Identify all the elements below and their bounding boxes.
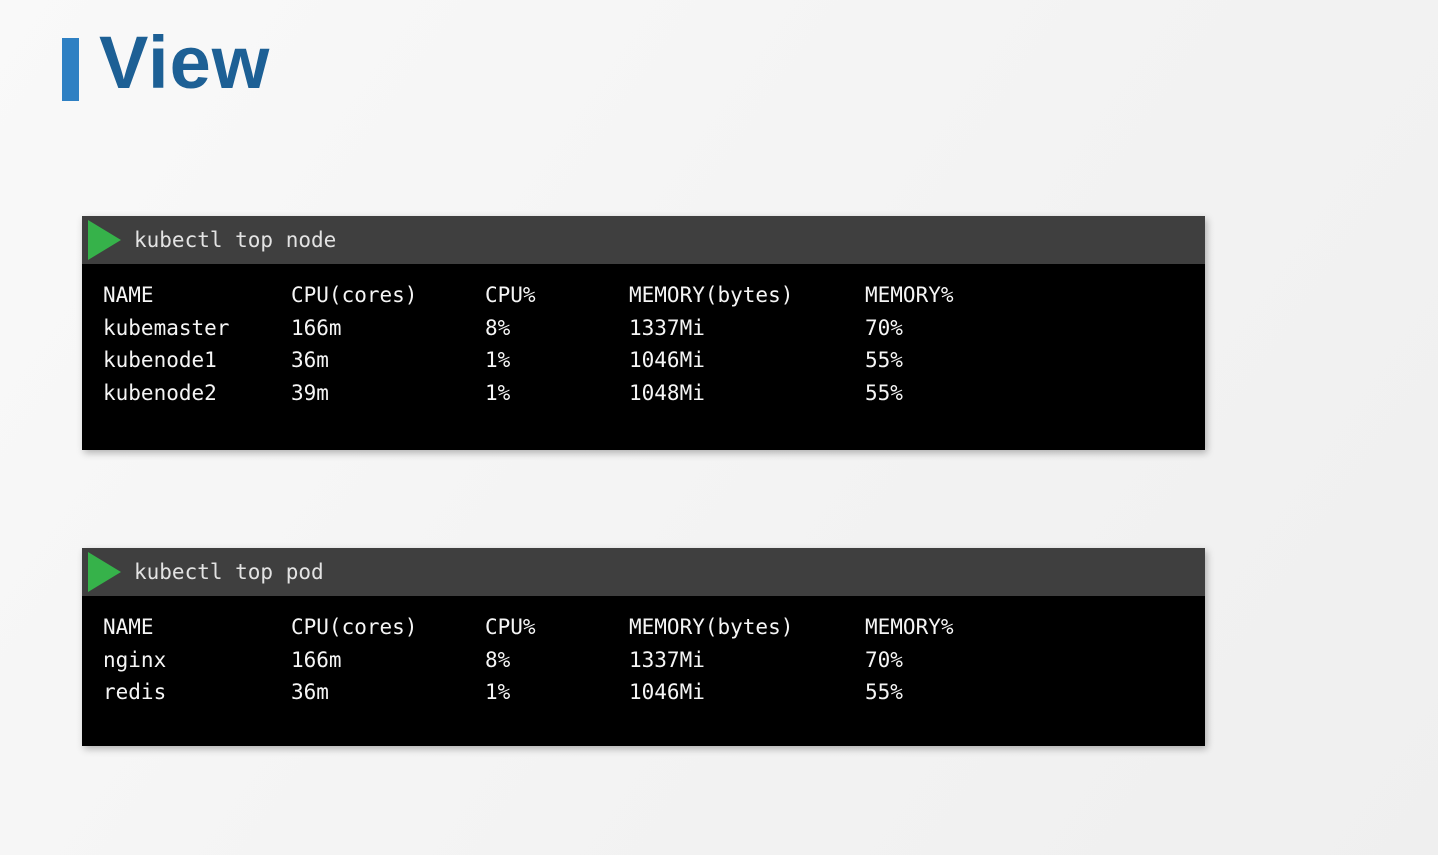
col-header-cpu-pct: CPU% xyxy=(485,615,536,639)
cell-memory-bytes: 1048Mi xyxy=(629,380,705,405)
slide-title-block xyxy=(62,21,271,104)
page-title: View xyxy=(99,21,271,104)
col-header-memory-bytes: MEMORY(bytes) xyxy=(629,615,794,639)
cell-cpu-cores: 36m xyxy=(291,680,329,704)
terminal-window-top-pod[interactable] xyxy=(82,548,1205,746)
play-icon xyxy=(88,220,121,260)
cell-cpu-pct: 1% xyxy=(485,380,511,405)
terminal-output xyxy=(82,596,1205,746)
cell-cpu-pct: 8% xyxy=(485,315,511,340)
cell-memory-bytes: 1046Mi xyxy=(629,680,705,704)
cell-cpu-cores: 166m xyxy=(291,315,342,340)
cell-name: nginx xyxy=(103,647,167,672)
col-header-name: NAME xyxy=(103,615,154,639)
terminal-titlebar xyxy=(82,548,1205,596)
play-icon xyxy=(88,552,121,592)
col-header-memory-pct: MEMORY% xyxy=(865,615,954,639)
col-header-cpu-cores: CPU(cores) xyxy=(291,283,418,307)
cell-memory-bytes: 1337Mi xyxy=(629,647,705,672)
col-header-memory-pct: MEMORY% xyxy=(865,283,954,307)
cell-name: kubenode1 xyxy=(103,348,217,372)
cell-name: kubenode2 xyxy=(103,380,217,405)
cell-memory-pct: 55% xyxy=(865,380,903,405)
command-text: kubectl top pod xyxy=(134,560,324,584)
cell-memory-pct: 55% xyxy=(865,348,903,372)
table-row xyxy=(82,344,1205,377)
table-row xyxy=(82,312,1205,345)
col-header-cpu-pct: CPU% xyxy=(485,283,536,307)
title-accent-bar xyxy=(62,38,79,101)
table-row xyxy=(82,676,1205,709)
cell-cpu-pct: 1% xyxy=(485,680,511,704)
cell-cpu-cores: 39m xyxy=(291,380,329,405)
table-row xyxy=(82,377,1205,410)
terminal-titlebar xyxy=(82,216,1205,264)
cell-name: kubemaster xyxy=(103,315,230,340)
cell-cpu-pct: 1% xyxy=(485,348,511,372)
col-header-memory-bytes: MEMORY(bytes) xyxy=(629,283,794,307)
table-header-row xyxy=(82,611,1205,644)
terminal-window-top-node[interactable] xyxy=(82,216,1205,450)
cell-memory-bytes: 1337Mi xyxy=(629,315,705,340)
table-row xyxy=(82,644,1205,677)
cell-memory-pct: 70% xyxy=(865,315,903,340)
cell-cpu-pct: 8% xyxy=(485,647,511,672)
table-header-row xyxy=(82,279,1205,312)
col-header-cpu-cores: CPU(cores) xyxy=(291,615,418,639)
cell-memory-bytes: 1046Mi xyxy=(629,348,705,372)
cell-cpu-cores: 166m xyxy=(291,647,342,672)
terminal-output xyxy=(82,264,1205,450)
cell-memory-pct: 55% xyxy=(865,680,903,704)
cell-cpu-cores: 36m xyxy=(291,348,329,372)
col-header-name: NAME xyxy=(103,283,154,307)
command-text: kubectl top node xyxy=(134,228,337,252)
cell-memory-pct: 70% xyxy=(865,647,903,672)
cell-name: redis xyxy=(103,680,167,704)
